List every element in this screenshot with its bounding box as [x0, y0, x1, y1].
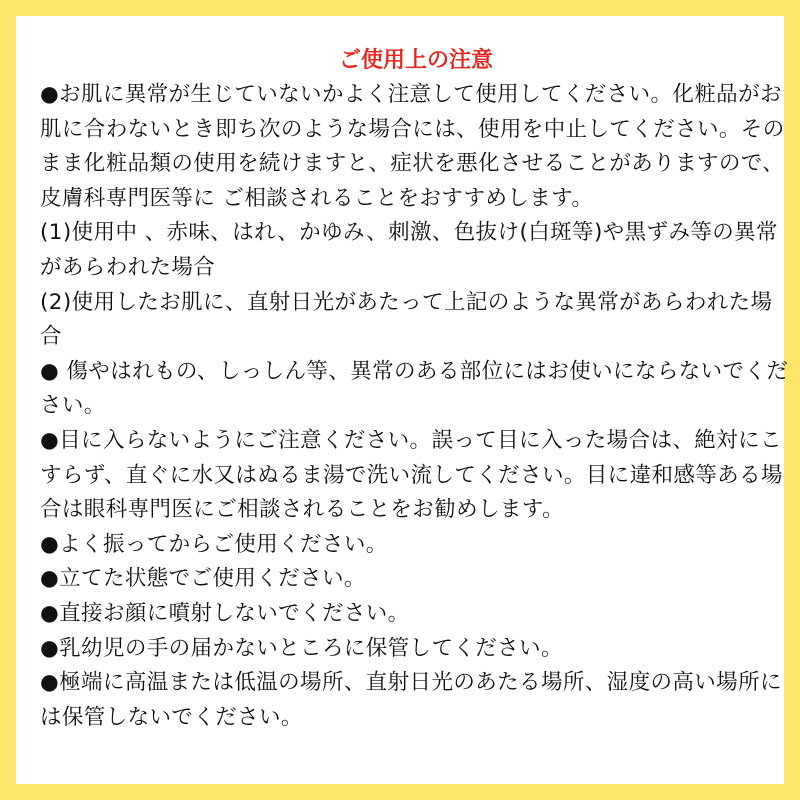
notice-paragraph-face: ●直接お顔に噴射しないでください。 [40, 600, 410, 626]
notice-paragraph-case-1: (1)使用中 、赤味、はれ、かゆみ、刺激、色抜け(白斑等)や黒ずみ等の異常があらわれた場合 [40, 220, 778, 280]
notice-content [40, 44, 792, 735]
notice-paragraph-upright: ●立てた状態でご使用ください。 [40, 566, 366, 592]
notice-paragraph-eyes: ●目に入らないようにご注意ください。誤って目に入った場合は、絶対にこすらず、直ぐに水又はぬるま湯で洗い流してください。目に違和感等ある場合は眼科専門医にご相談されることをお勧めします。 [40, 427, 783, 523]
notice-paragraph-general: ●お肌に異常が生じていないかよく注意して使用してください。化粧品がお肌に合わないとき即ち次のような場合には、使用を中止してください。そのまま化粧品類の使用を続けますと、症状を悪化させることがありますので、皮膚科専門医等に ご相談されることをおすすめします。 [40, 82, 785, 211]
notice-paragraph-children: ●乳幼児の手の届かないところに保管してください。 [40, 635, 563, 661]
notice-paragraph-storage: ●極端に高温または低温の場所、直射日光のあたる場所、湿度の高い場所には保管しないでください。 [40, 670, 782, 730]
notice-paragraph-damaged-skin: ● 傷やはれもの、しっしん等、異常のある部位にはお使いにならないでください。 [40, 358, 789, 419]
notice-paragraph-shake: ●よく振ってからご使用ください。 [40, 531, 388, 557]
notice-title: ご使用上の注意 [338, 48, 493, 73]
notice-paragraph-case-2: (2)使用したお肌に、直射日光があたって上記のような異常があらわれた場合 [40, 289, 773, 350]
